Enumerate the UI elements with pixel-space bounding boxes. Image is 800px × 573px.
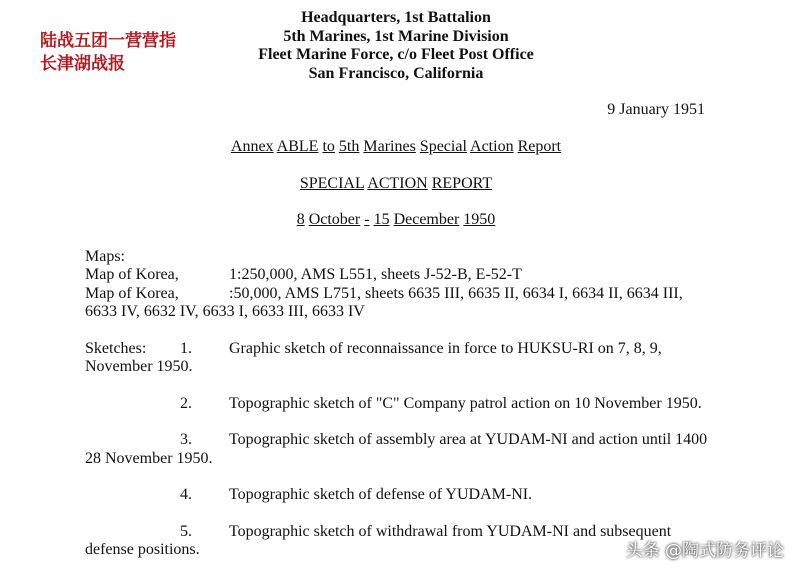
- sketch-number: 1.: [180, 340, 192, 357]
- maps-row2-value: :50,000, AMS L751, sheets 6635 III, 6635 II, 6634 I, 6634 II, 6634 III,: [229, 285, 683, 302]
- report-title: [0, 175, 792, 193]
- period-word: 8: [296, 211, 305, 228]
- sketch-number: 3.: [180, 431, 192, 448]
- annex-title-word: Action: [470, 138, 514, 155]
- sketch-text: Topographic sketch of withdrawal from YUDAM-NI and subsequent: [229, 523, 672, 540]
- letterhead: [0, 9, 792, 83]
- report-period: [0, 211, 792, 229]
- source-watermark: 头条 @陶式防务评论: [625, 541, 784, 561]
- letterhead-line3: Fleet Marine Force, c/o Fleet Post Office: [258, 46, 534, 63]
- annex-title-word: ABLE: [276, 138, 319, 155]
- sketch-number: 5.: [180, 523, 192, 540]
- period-word: -: [364, 211, 370, 228]
- sketch-text-continued: 28 November 1950.: [85, 450, 213, 467]
- annex-title-word: 5th: [338, 138, 360, 155]
- sketch-text: Topographic sketch of "C" Company patrol action on 10 November 1950.: [229, 395, 702, 412]
- letterhead-line2: 5th Marines, 1st Marine Division: [283, 27, 509, 45]
- period-word: October: [308, 211, 361, 228]
- sketch-text: Graphic sketch of reconnaissance in force to HUKSU-RI on 7, 8, 9,: [229, 340, 662, 357]
- annex-title: [0, 138, 792, 156]
- period-word: 15: [373, 211, 390, 228]
- letterhead-line4: San Francisco, California: [308, 64, 484, 82]
- maps-row2-label: Map of Korea,: [85, 285, 179, 302]
- overlay-caption-line1: 陆战五团一营营指: [40, 31, 176, 51]
- sketch-text-continued: defense positions.: [85, 541, 200, 558]
- report-title-word: REPORT: [431, 175, 493, 192]
- maps-row1-value: 1:250,000, AMS L551, sheets J-52-B, E-52-T: [229, 266, 522, 283]
- maps-row2-continued: 6633 IV, 6632 IV, 6633 I, 6633 III, 6633 IV: [85, 303, 365, 320]
- sketches-label: Sketches:: [85, 340, 147, 357]
- overlay-caption-line2: 长津湖战报: [40, 54, 125, 74]
- sketch-number: 2.: [180, 395, 192, 412]
- annex-title-word: to: [322, 138, 335, 155]
- report-title-word: ACTION: [367, 175, 428, 192]
- letterhead-line1: Headquarters, 1st Battalion: [301, 9, 491, 26]
- sketch-number: 4.: [180, 486, 192, 503]
- sketch-text-continued: November 1950.: [85, 358, 193, 375]
- annex-title-word: Annex: [230, 138, 274, 155]
- annex-title-word: Special: [419, 138, 467, 155]
- report-title-word: SPECIAL: [299, 175, 365, 192]
- maps-label: Maps:: [85, 248, 125, 265]
- period-word: December: [393, 211, 460, 228]
- maps-row1-label: Map of Korea,: [85, 266, 179, 283]
- sketch-text: Topographic sketch of defense of YUDAM-NI.: [229, 486, 533, 503]
- sketch-text: Topographic sketch of assembly area at YUDAM-NI and action until 1400: [229, 431, 708, 448]
- annex-title-word: Report: [517, 138, 562, 155]
- period-word: 1950: [463, 211, 496, 228]
- document-date: 9 January 1951: [607, 101, 705, 118]
- annex-title-word: Marines: [363, 138, 416, 155]
